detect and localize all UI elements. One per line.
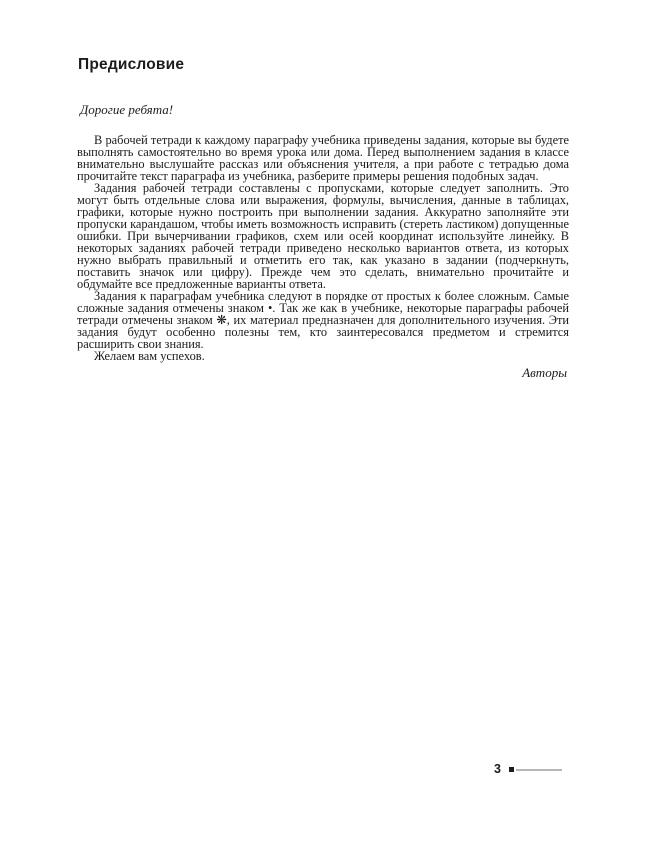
paragraph: Задания рабочей тетради составлены с пропусками, которые следует заполнить. Это могут быть отдельные слова или выражения, формулы, вычисления, данные в таблицах, графики, которые нужно построить при выполнении задания. Аккуратно заполняйте эти пропуски карандашом, чтобы иметь возможность исправить (стереть ластиком) допущенные ошибки. При вычерчивании графиков, схем или осей координат используйте линейку. В некоторых заданиях рабочей тетради приведено несколько вариантов ответа, из которых нужно выбрать правильный и отметить его так, как указано в задании (подчеркнуть, поставить значок или цифру). Прежде чем это сделать, внимательно прочитайте и обдумайте все предложенные варианты ответа. xyxy=(77,181,569,291)
paragraph: Желаем вам успехов. xyxy=(94,349,205,363)
page-title: Предисловие xyxy=(78,56,185,73)
paragraph: В рабочей тетради к каждому параграфу учебника приведены задания, которые вы будете выполнять самостоятельно во время урока или дома. Перед выполнением задания в классе внимательно выслушайте рассказ или объяснения учителя, а при работе с тетрадью дома прочитайте текст параграфа из учебника, разберите примеры решения подобных задач. xyxy=(77,133,569,183)
page-footer xyxy=(494,763,562,776)
page-number: 3 xyxy=(494,762,501,776)
body-text xyxy=(77,134,569,362)
footer-square-icon xyxy=(509,767,514,772)
signature: Авторы xyxy=(522,365,567,380)
salutation: Дорогие ребята! xyxy=(80,102,174,117)
page-content xyxy=(77,56,569,381)
footer-rule xyxy=(516,769,562,771)
paragraph: Задания к параграфам учебника следуют в порядке от простых к более сложным. Самые сложные задания отмечены знаком •. Так же как в учебнике, некоторые параграфы рабочей тетради отмечены знаком ❋, их материал предназначен для дополнительного изучения. Эти задания будут особенно полезны тем, кто заинтересовался предметом и стремится расширить свои знания. xyxy=(77,289,569,351)
